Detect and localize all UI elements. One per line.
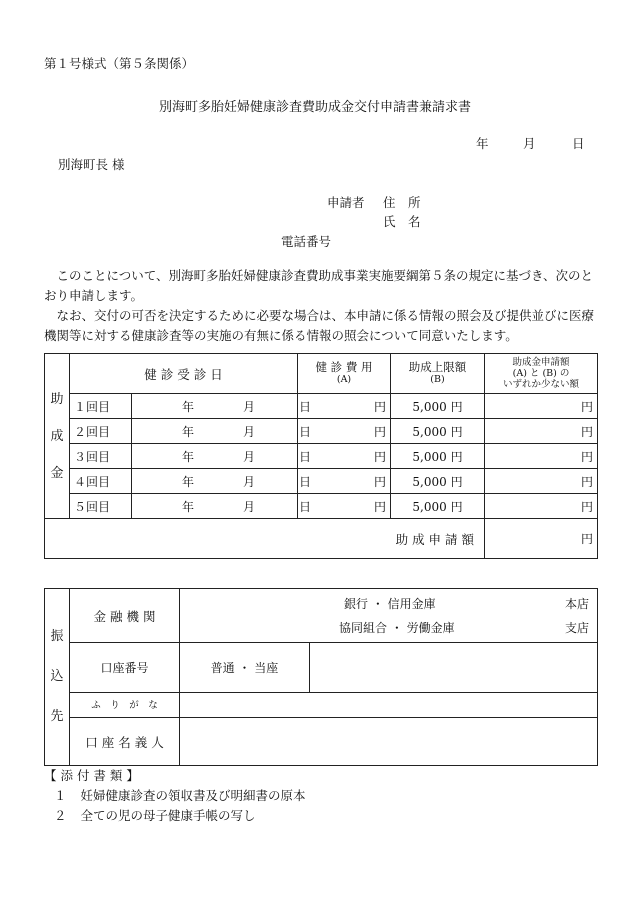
cost-cell[interactable]: 円 (298, 444, 391, 469)
attachments-heading: 【 添 付 書 類 】 (44, 768, 139, 783)
visit-date[interactable]: 年 月 日 (132, 494, 298, 519)
attachment-item: １ 妊婦健康診査の領収書及び明細書の原本 (54, 788, 306, 803)
cost-cell[interactable]: 円 (298, 494, 391, 519)
limit-cell: 5,000 円 (391, 444, 485, 469)
cost-cell[interactable]: 円 (298, 394, 391, 419)
visit-label: ３回目 (70, 444, 132, 469)
date-day: 日 (572, 136, 585, 151)
limit-cell: 5,000 円 (391, 394, 485, 419)
cost-cell[interactable]: 円 (298, 419, 391, 444)
claim-cell[interactable]: 円 (485, 444, 598, 469)
bank-type-line2: 協同組合 ・ 労働金庫 (339, 620, 455, 635)
header-checkup-cost: 健 診 費 用 (A) (298, 354, 391, 394)
claim-cell[interactable]: 円 (485, 394, 598, 419)
account-holder-field[interactable] (180, 718, 598, 766)
limit-cell: 5,000 円 (391, 494, 485, 519)
total-amount-cell[interactable]: 円 (485, 519, 598, 559)
subsidy-table (44, 353, 598, 559)
addressee: 別海町長 様 (58, 157, 125, 172)
header-claim-amount: 助成金申請額 (A) と (B) の いずれか少ない額 (485, 354, 598, 394)
visit-date[interactable]: 年 月 日 (132, 469, 298, 494)
limit-cell: 5,000 円 (391, 419, 485, 444)
transfer-side-label: 振 込 先 (45, 589, 70, 766)
table-row (45, 444, 598, 469)
total-label: 助 成 申 請 額 (45, 519, 485, 559)
bank-field[interactable] (180, 589, 598, 643)
account-number-field[interactable] (310, 643, 598, 693)
table-row (45, 469, 598, 494)
applicant-label: 申請者 (327, 195, 365, 210)
bank-label: 金 融 機 関 (70, 589, 180, 643)
transfer-table (44, 588, 598, 766)
consent-paragraph-1: このことについて、別海町多胎妊婦健康診査費助成事業実施要綱第５条の規定に基づき、次のとおり申請します。 (44, 268, 594, 303)
claim-cell[interactable]: 円 (485, 419, 598, 444)
bank-type-line1: 銀行 ・ 信用金庫 (344, 596, 436, 611)
subsidy-side-label: 助 成 金 (45, 354, 70, 519)
visit-label: ５回目 (70, 494, 132, 519)
table-row (45, 419, 598, 444)
visit-date[interactable]: 年 月 日 (132, 444, 298, 469)
date-month: 月 (523, 136, 536, 151)
branch-main: 本店 (564, 596, 589, 611)
attachment-item: ２ 全ての児の母子健康手帳の写し (54, 808, 256, 823)
table-row (45, 394, 598, 419)
account-number-label: 口座番号 (70, 643, 180, 693)
account-type-field[interactable]: 普通 ・ 当座 (180, 643, 310, 693)
name-label: 氏 名 (383, 214, 421, 229)
phone-label: 電話番号 (281, 234, 332, 249)
consent-paragraph-2: なお、交付の可否を決定するために必要な場合は、本申請に係る情報の照会及び提供並びに医療機関等に対する健康診査等の実施の有無に係る情報の照会について同意いたします。 (44, 308, 595, 343)
visit-date[interactable]: 年 月 日 (132, 394, 298, 419)
cost-cell[interactable]: 円 (298, 469, 391, 494)
visit-label: ２回目 (70, 419, 132, 444)
visit-date[interactable]: 年 月 日 (132, 419, 298, 444)
claim-cell[interactable]: 円 (485, 494, 598, 519)
header-checkup-date: 健 診 受 診 日 (70, 354, 298, 394)
visit-label: １回目 (70, 394, 132, 419)
account-holder-label: 口 座 名 義 人 (70, 718, 180, 766)
limit-cell: 5,000 円 (391, 469, 485, 494)
page-title: 別海町多胎妊婦健康診査費助成金交付申請書兼請求書 (158, 100, 471, 115)
address-label: 住 所 (383, 195, 421, 210)
header-limit: 助成上限額 (B) (391, 354, 485, 394)
furigana-label: ふ り が な (70, 693, 180, 718)
date-year: 年 (476, 136, 489, 151)
visit-label: ４回目 (70, 469, 132, 494)
claim-cell[interactable]: 円 (485, 469, 598, 494)
furigana-field[interactable] (180, 693, 598, 718)
branch-sub: 支店 (564, 620, 589, 635)
form-number: 第１号様式（第５条関係） (44, 56, 195, 71)
table-row (45, 494, 598, 519)
